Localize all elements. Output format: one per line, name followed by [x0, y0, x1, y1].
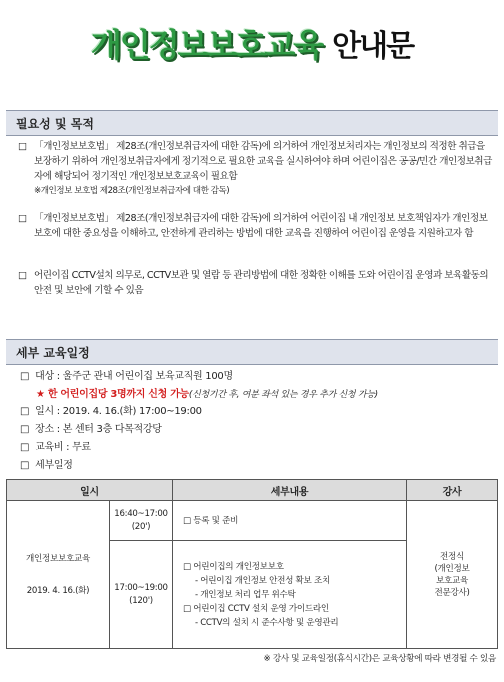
star-note-text: ★ 한 어린이집당 3명까지 신청 가능	[36, 389, 189, 400]
instructor-desc: (개인정보	[434, 563, 470, 574]
date-line-1: 개인정보보호교육	[25, 553, 90, 564]
time-range: 17:00~19:00	[114, 582, 168, 593]
content-line: - CCTV의 설치 시 준수사항 및 운영관리	[195, 617, 339, 628]
checkbox-icon: □	[20, 424, 30, 435]
checkbox-icon: □	[18, 141, 27, 152]
schedule-date	[20, 405, 202, 419]
schedule-place	[20, 423, 162, 437]
table-header-row	[7, 480, 498, 501]
instructor-desc: 전문강사)	[434, 587, 470, 598]
section-heading-schedule: 세부 교육일정	[6, 339, 498, 365]
date-cell	[7, 501, 110, 649]
section-heading-purpose: 필요성 및 목적	[6, 110, 498, 136]
purpose-item-1	[20, 140, 492, 199]
purpose-item-3	[20, 269, 492, 299]
table-row	[7, 501, 498, 541]
title-suffix: 안내문	[332, 29, 414, 64]
purpose-item-text: 「개인정보보호법」 제28조(개인정보취급자에 대한 감독)에 의거하여 개인정보처리자는 개인정보의 적정한 취급을 보장하기 위하여 개인정보취급자에게 정기적으로 필요한 교육을 실시하여야 하며 어린이집은 공공/민간 개인정보취급자에 해당되어 정기적인 개인정보보호교육이 필요함	[34, 141, 492, 182]
schedule-fee	[20, 441, 91, 455]
schedule-place-text: 장소 : 본 센터 3층 다목적강당	[35, 424, 162, 435]
content-line: - 어린이집 개인정보 안전성 확보 조치	[195, 575, 330, 586]
duration: (120')	[129, 595, 153, 606]
purpose-item-2	[20, 212, 492, 242]
schedule-detail	[20, 459, 73, 473]
time-cell	[110, 541, 173, 649]
purpose-item-text: 「개인정보보호법」 제28조(개인정보취급자에 대한 감독)에 의거하여 어린이집 내 개인정보 보호책임자가 개인정보보호에 대한 중요성을 이해하고, 안전하게 관리하는 방법에 대한 교육을 진행하여 어린이집 운영을 지원하고자 함	[34, 213, 488, 239]
header-datetime: 일시	[7, 480, 173, 501]
checkbox-icon: □	[20, 442, 30, 453]
checkbox-icon: □	[20, 371, 30, 382]
header-content: 세부내용	[173, 480, 407, 501]
content-cell: □ 등록 및 준비	[173, 501, 407, 541]
star-note-sub: (신청기간 후, 여분 좌석 있는 경우 추가 신청 가능)	[188, 390, 378, 400]
checkbox-icon: □	[18, 270, 27, 281]
content-line: □ 어린이집 CCTV 설치 운영 가이드라인	[183, 603, 329, 614]
header-instructor: 강사	[407, 480, 498, 501]
instructor-cell	[407, 501, 498, 649]
time-range: 16:40~17:00	[114, 508, 168, 519]
schedule-fee-text: 교육비 : 무료	[35, 442, 91, 453]
checkbox-icon: □	[20, 406, 30, 417]
purpose-item-text: 어린이집 CCTV설치 의무로, CCTV보관 및 열람 등 관리방법에 대한 정확한 이해를 도와 어린이집 운영과 보육활동의 안전 및 보안에 기할 수 있음	[34, 270, 489, 296]
instructor-name: 전정식	[439, 551, 464, 562]
schedule-detail-text: 세부일정	[35, 460, 73, 471]
schedule-table	[6, 479, 498, 649]
schedule-target-text: 대상 : 울주군 관내 어린이집 보육교직원 100명	[35, 371, 233, 382]
instructor-desc: 보호교육	[435, 575, 468, 586]
footer-note: ※ 강사 및 교육일정(휴식시간)은 교육상황에 따라 변경될 수 있음	[263, 654, 496, 664]
schedule-target	[20, 370, 233, 384]
schedule-date-text: 일시 : 2019. 4. 16.(화) 17:00~19:00	[35, 406, 202, 417]
title-main: 개인정보보호교육	[90, 26, 323, 64]
schedule-star-note	[36, 388, 378, 402]
content-line: □ 어린이집의 개인정보보호	[183, 561, 284, 572]
time-cell	[110, 501, 173, 541]
content-line: - 개인정보 처리 업무 위수탁	[195, 589, 296, 600]
date-line-2: 2019. 4. 16.(화)	[26, 585, 90, 596]
checkbox-icon: □	[20, 460, 30, 471]
duration: (20')	[131, 521, 151, 532]
content-cell	[173, 541, 407, 649]
purpose-note: ※개인정보 보호법 제28조(개인정보취급자에 대한 감독)	[34, 186, 230, 197]
page-title	[0, 20, 504, 70]
checkbox-icon: □	[18, 213, 27, 224]
